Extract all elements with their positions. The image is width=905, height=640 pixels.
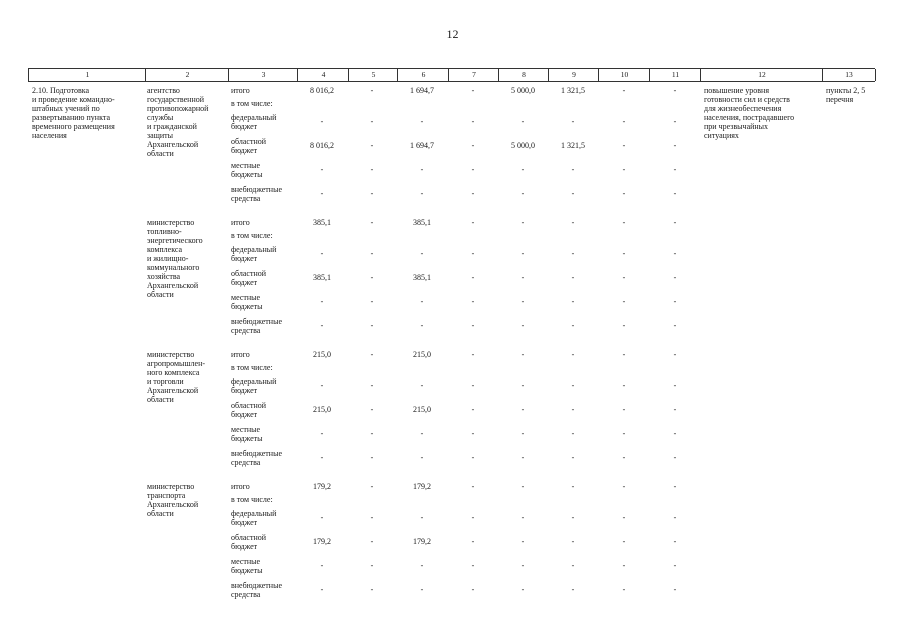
table-cell: - [622, 165, 626, 174]
table-cell: 5 000,0 [511, 141, 535, 150]
table-cell: - [622, 429, 626, 438]
table-cell: - [521, 429, 525, 438]
table-cell: - [673, 537, 677, 546]
table-cell: - [420, 249, 424, 258]
header-col-4: 4 [297, 69, 349, 81]
header-col-8: 8 [498, 69, 549, 81]
table-cell: - [471, 117, 475, 126]
table-cell: - [622, 482, 626, 491]
table-cell: - [370, 429, 374, 438]
table-cell: - [622, 381, 626, 390]
table-cell: - [320, 429, 324, 438]
table-cell: - [521, 249, 525, 258]
table-cell: - [370, 189, 374, 198]
table-cell: - [521, 218, 525, 227]
table-cell: - [521, 405, 525, 414]
table-cell: - [571, 381, 575, 390]
table-cell: - [370, 218, 374, 227]
table-cell: - [370, 453, 374, 462]
table-cell: 215,0 [313, 405, 331, 414]
table-cell: - [370, 141, 374, 150]
table-cell: - [673, 297, 677, 306]
table-cell: 385,1 [413, 218, 431, 227]
table-cell: - [370, 537, 374, 546]
agency-name: министерство топливно- энергетического комплекса и жилищно- коммунального хозяйства Архангельской области [147, 218, 203, 299]
table-cell: - [521, 585, 525, 594]
table-cell: - [571, 585, 575, 594]
table-cell: - [571, 561, 575, 570]
table-cell: - [571, 297, 575, 306]
table-cell: 8 016,2 [310, 86, 334, 95]
row-label-federal: федеральный бюджет [231, 113, 277, 131]
table-cell: - [471, 297, 475, 306]
table-cell: - [471, 453, 475, 462]
table-cell: - [521, 350, 525, 359]
table-cell: - [420, 381, 424, 390]
row-label-total: итого [231, 86, 250, 95]
table-cell: - [370, 117, 374, 126]
table-cell: - [370, 165, 374, 174]
table-cell: - [673, 165, 677, 174]
table-cell: - [571, 350, 575, 359]
table-cell: - [673, 141, 677, 150]
table-cell: - [370, 482, 374, 491]
row-label-regional: областной бюджет [231, 533, 267, 551]
row-label-local: местные бюджеты [231, 161, 263, 179]
row-label-incl: в том числе: [231, 99, 273, 108]
table-cell: - [622, 141, 626, 150]
table-cell: - [521, 513, 525, 522]
table-cell: - [370, 513, 374, 522]
table-cell: 179,2 [413, 482, 431, 491]
row-label-total: итого [231, 482, 250, 491]
table-cell: - [571, 321, 575, 330]
item-title: 2.10. Подготовка и проведение командно- штабных учений по развертыванию пункта временного размещения населения [32, 86, 115, 140]
agency-name: агентство государственной противопожарной службы и гражданской защиты Архангельской области [147, 86, 209, 158]
table-cell: 179,2 [313, 537, 331, 546]
table-cell: - [571, 482, 575, 491]
header-col-6: 6 [397, 69, 449, 81]
table-cell: - [320, 189, 324, 198]
row-label-federal: федеральный бюджет [231, 245, 277, 263]
table-cell: - [420, 117, 424, 126]
agency-name: министерство транспорта Архангельской области [147, 482, 199, 518]
table-cell: - [420, 165, 424, 174]
row-label-federal: федеральный бюджет [231, 377, 277, 395]
table-cell: 179,2 [313, 482, 331, 491]
header-col-9: 9 [548, 69, 599, 81]
page-number: 12 [446, 27, 459, 41]
table-cell: - [622, 321, 626, 330]
table-cell: - [471, 321, 475, 330]
table-cell: - [673, 513, 677, 522]
header-col-5: 5 [348, 69, 398, 81]
table-cell: - [571, 453, 575, 462]
table-cell: - [571, 218, 575, 227]
expected-result: повышение уровня готовности сил и средств для жизнеобеспечения населения, пострадавшего при чрезвычайных ситуациях [704, 86, 795, 140]
table-cell: - [420, 585, 424, 594]
header-col-12: 12 [700, 69, 823, 81]
table-cell: - [471, 429, 475, 438]
table-cell: - [320, 561, 324, 570]
table-cell: - [320, 165, 324, 174]
table-cell: - [673, 189, 677, 198]
table-cell: - [370, 405, 374, 414]
table-cell: - [370, 350, 374, 359]
table-cell: - [471, 405, 475, 414]
row-label-regional: областной бюджет [231, 137, 267, 155]
table-cell: - [320, 585, 324, 594]
header-col-11: 11 [649, 69, 701, 81]
table-cell: - [471, 381, 475, 390]
table-cell: - [622, 189, 626, 198]
row-label-total: итого [231, 350, 250, 359]
header-col-3: 3 [228, 69, 298, 81]
table-cell: - [673, 381, 677, 390]
table-cell: - [370, 381, 374, 390]
table-cell: - [622, 350, 626, 359]
table-cell: 1 321,5 [561, 141, 585, 150]
row-label-local: местные бюджеты [231, 293, 263, 311]
table-cell: 1 321,5 [561, 86, 585, 95]
table-cell: - [571, 117, 575, 126]
table-cell: - [673, 273, 677, 282]
table-cell: - [370, 321, 374, 330]
table-cell: - [571, 405, 575, 414]
table-cell: - [673, 117, 677, 126]
row-label-extra: внебюджетные средства [231, 317, 282, 335]
table-cell: - [673, 249, 677, 258]
table-cell: - [571, 429, 575, 438]
row-label-total: итого [231, 218, 250, 227]
table-cell: - [471, 561, 475, 570]
row-label-extra: внебюджетные средства [231, 449, 282, 467]
table-cell: - [521, 453, 525, 462]
table-cell: - [571, 273, 575, 282]
table-cell: - [521, 381, 525, 390]
table-cell: - [521, 189, 525, 198]
table-cell: - [622, 249, 626, 258]
table-cell: 1 694,7 [410, 141, 434, 150]
row-label-local: местные бюджеты [231, 557, 263, 575]
table-cell: - [471, 482, 475, 491]
table-cell: - [622, 405, 626, 414]
table-cell: - [521, 561, 525, 570]
row-label-regional: областной бюджет [231, 401, 267, 419]
table-cell: - [370, 297, 374, 306]
table-cell: - [320, 321, 324, 330]
header-col-1: 1 [28, 69, 146, 81]
table-cell: - [673, 350, 677, 359]
table-cell: - [622, 453, 626, 462]
table-cell: - [521, 537, 525, 546]
table-cell: 179,2 [413, 537, 431, 546]
table-cell: - [370, 249, 374, 258]
basis-reference: пункты 2, 5 перечня [826, 86, 866, 104]
table-cell: - [521, 165, 525, 174]
row-label-incl: в том числе: [231, 231, 273, 240]
table-cell: - [471, 513, 475, 522]
table-cell: - [471, 273, 475, 282]
table-cell: 215,0 [313, 350, 331, 359]
table-cell: - [320, 117, 324, 126]
table-cell: - [521, 321, 525, 330]
table-cell: - [471, 189, 475, 198]
table-cell: - [420, 513, 424, 522]
agency-name: министерство агропромышлен- ного комплекса и торговли Архангельской области [147, 350, 206, 404]
table-cell: - [320, 381, 324, 390]
table-cell: - [471, 86, 475, 95]
table-cell: - [320, 297, 324, 306]
table-cell: - [673, 218, 677, 227]
table-cell: - [571, 165, 575, 174]
table-cell: - [370, 561, 374, 570]
table-cell: - [622, 585, 626, 594]
table-cell: 385,1 [413, 273, 431, 282]
table-cell: 1 694,7 [410, 86, 434, 95]
table-cell: - [521, 482, 525, 491]
table-cell: - [622, 86, 626, 95]
table-cell: - [370, 585, 374, 594]
table-cell: - [622, 297, 626, 306]
table-cell: - [370, 86, 374, 95]
table-cell: - [622, 513, 626, 522]
row-label-incl: в том числе: [231, 363, 273, 372]
table-cell: - [571, 513, 575, 522]
table-cell: - [673, 405, 677, 414]
table-cell: - [420, 429, 424, 438]
table-cell: - [521, 297, 525, 306]
table-cell: - [622, 117, 626, 126]
table-cell: - [622, 218, 626, 227]
table-cell: 215,0 [413, 350, 431, 359]
table-cell: - [622, 537, 626, 546]
row-label-federal: федеральный бюджет [231, 509, 277, 527]
header-col-13: 13 [822, 69, 876, 81]
table-cell: - [471, 585, 475, 594]
header-col-10: 10 [598, 69, 650, 81]
table-cell: - [471, 165, 475, 174]
table-cell: - [622, 561, 626, 570]
table-cell: - [521, 273, 525, 282]
table-cell: - [673, 585, 677, 594]
row-label-extra: внебюджетные средства [231, 581, 282, 599]
table-cell: - [420, 561, 424, 570]
table-cell: - [420, 321, 424, 330]
table-cell: - [673, 429, 677, 438]
table-header-row [28, 68, 875, 82]
table-cell: 385,1 [313, 218, 331, 227]
table-cell: - [471, 218, 475, 227]
row-label-regional: областной бюджет [231, 269, 267, 287]
table-cell: - [521, 117, 525, 126]
table-cell: 8 016,2 [310, 141, 334, 150]
table-cell: - [320, 249, 324, 258]
table-cell: - [320, 513, 324, 522]
row-label-local: местные бюджеты [231, 425, 263, 443]
table-cell: - [420, 297, 424, 306]
table-cell: - [571, 537, 575, 546]
table-cell: 215,0 [413, 405, 431, 414]
table-cell: - [370, 273, 374, 282]
table-cell: - [471, 141, 475, 150]
table-cell: - [471, 350, 475, 359]
table-cell: - [420, 453, 424, 462]
table-cell: - [673, 482, 677, 491]
table-cell: - [673, 561, 677, 570]
row-label-incl: в том числе: [231, 495, 273, 504]
table-cell: - [673, 321, 677, 330]
table-cell: - [571, 189, 575, 198]
header-col-2: 2 [145, 69, 229, 81]
table-cell: 385,1 [313, 273, 331, 282]
table-cell: - [673, 86, 677, 95]
table-cell: 5 000,0 [511, 86, 535, 95]
table-cell: - [320, 453, 324, 462]
table-cell: - [471, 537, 475, 546]
row-label-extra: внебюджетные средства [231, 185, 282, 203]
table-cell: - [571, 249, 575, 258]
table-cell: - [622, 273, 626, 282]
header-col-7: 7 [448, 69, 499, 81]
table-cell: - [673, 453, 677, 462]
table-cell: - [420, 189, 424, 198]
table-cell: - [471, 249, 475, 258]
